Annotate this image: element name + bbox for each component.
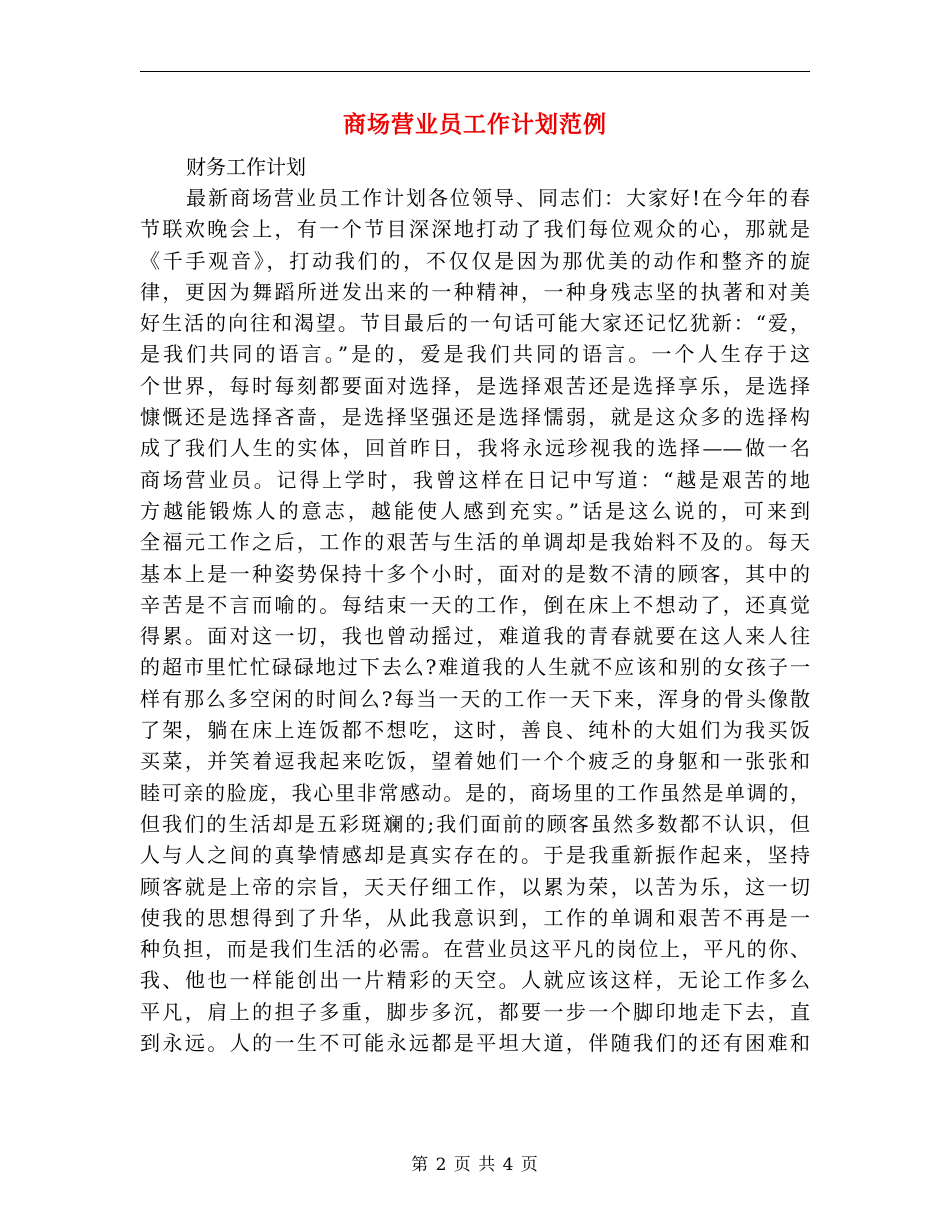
header-rule bbox=[140, 71, 810, 72]
body-line: 个世界，每时每刻都要面对选择，是选择艰苦还是选择享乐，是选择 bbox=[140, 373, 810, 398]
body-line: 方越能锻炼人的意志，越能使人感到充实。”话是这么说的，可来到 bbox=[140, 498, 810, 523]
body-line: 了架，躺在床上连饭都不想吃，这时，善良、纯朴的大姐们为我买饭 bbox=[140, 718, 810, 743]
body-line: 是我们共同的语言。”是的，爱是我们共同的语言。一个人生存于这 bbox=[140, 342, 810, 367]
body-line: 睦可亲的脸庞，我心里非常感动。是的，商场里的工作虽然是单调的， bbox=[140, 780, 810, 805]
body-line: 顾客就是上帝的宗旨，天天仔细工作，以累为荣，以苦为乐，这一切 bbox=[140, 874, 810, 899]
body-line: 到永远。人的一生不可能永远都是平坦大道，伴随我们的还有困难和 bbox=[140, 1031, 810, 1056]
body-line: 全福元工作之后，工作的艰苦与生活的单调却是我始料不及的。每天 bbox=[140, 530, 810, 555]
body-line: 最新商场营业员工作计划各位领导、同志们：大家好!在今年的春 bbox=[186, 186, 810, 210]
body-line: 《千手观音》，打动我们的，不仅仅是因为那优美的动作和整齐的旋 bbox=[140, 248, 810, 273]
body-line: 成了我们人生的实体，回首昨日，我将永远珍视我的选择——做一名 bbox=[140, 436, 810, 461]
document-title: 商场营业员工作计划范例 bbox=[343, 111, 607, 138]
section-subheading: 财务工作计划 bbox=[186, 155, 306, 179]
body-line: 但我们的生活却是五彩斑斓的;我们面前的顾客虽然多数都不认识，但 bbox=[140, 811, 810, 836]
body-line: 的超市里忙忙碌碌地过下去么?难道我的人生就不应该和别的女孩子一 bbox=[140, 655, 810, 680]
body-line: 慷慨还是选择吝啬，是选择坚强还是选择懦弱，就是这众多的选择构 bbox=[140, 405, 810, 430]
body-line: 得累。面对这一切，我也曾动摇过，难道我的青春就要在这人来人往 bbox=[140, 624, 810, 649]
page-footer: 第 2 页 共 4 页 bbox=[411, 1155, 539, 1175]
body-line: 使我的思想得到了升华，从此我意识到，工作的单调和艰苦不再是一 bbox=[140, 905, 810, 930]
body-line: 辛苦是不言而喻的。每结束一天的工作，倒在床上不想动了，还真觉 bbox=[140, 592, 810, 617]
body-line: 买菜，并笑着逗我起来吃饭，望着她们一个个疲乏的身躯和一张张和 bbox=[140, 749, 810, 774]
body-line: 节联欢晚会上，有一个节目深深地打动了我们每位观众的心，那就是 bbox=[140, 217, 810, 242]
body-line: 我、他也一样能创出一片精彩的天空。人就应该这样，无论工作多么 bbox=[140, 968, 810, 993]
body-line: 人与人之间的真挚情感却是真实存在的。于是我重新振作起来，坚持 bbox=[140, 843, 810, 868]
body-line: 律，更因为舞蹈所迸发出来的一种精神，一种身残志坚的执著和对美 bbox=[140, 279, 810, 304]
body-line: 种负担，而是我们生活的必需。在营业员这平凡的岗位上，平凡的你、 bbox=[140, 937, 810, 962]
body-line: 基本上是一种姿势保持十多个小时，面对的是数不清的顾客，其中的 bbox=[140, 561, 810, 586]
body-line: 平凡，肩上的担子多重，脚步多沉，都要一步一个脚印地走下去，直 bbox=[140, 999, 810, 1024]
body-line: 好生活的向往和渴望。节目最后的一句话可能大家还记忆犹新：“爱， bbox=[140, 311, 810, 336]
body-line: 样有那么多空闲的时间么?每当一天的工作一天下来，浑身的骨头像散 bbox=[140, 686, 810, 711]
body-text bbox=[140, 183, 810, 1059]
body-line: 商场营业员。记得上学时，我曾这样在日记中写道：“越是艰苦的地 bbox=[140, 467, 810, 492]
